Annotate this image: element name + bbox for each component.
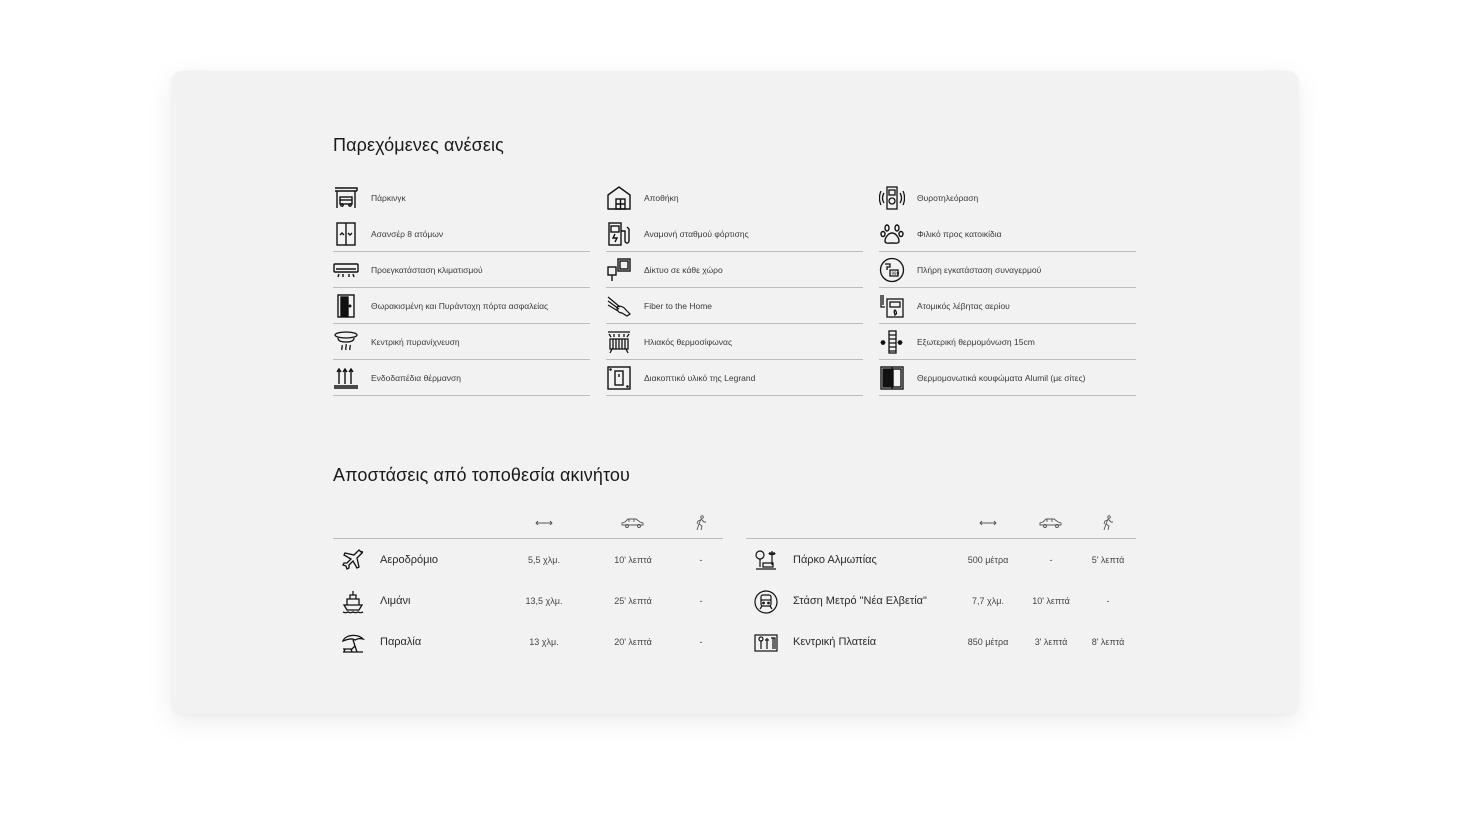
amenity-item bbox=[333, 324, 590, 360]
intercom-icon bbox=[879, 185, 905, 211]
amenity-label: Προεγκατάσταση κλιματισμού bbox=[371, 264, 483, 275]
amenity-label: Ασανσέρ 8 ατόμων bbox=[371, 228, 444, 239]
amenity-item bbox=[879, 360, 1136, 396]
table-header bbox=[333, 507, 723, 539]
distance-value: 13 χλμ. bbox=[529, 637, 559, 647]
place-name: Πάρκο Αλμωπίας bbox=[793, 554, 877, 566]
alarm-icon bbox=[879, 257, 905, 283]
air-conditioner-icon bbox=[333, 257, 359, 283]
airplane-icon bbox=[341, 549, 365, 573]
amenity-label: Δίκτυο σε κάθε χώρο bbox=[644, 264, 723, 275]
walk-time-value: 5' λεπτά bbox=[1091, 555, 1125, 565]
distances-table-left bbox=[333, 507, 723, 662]
ev-charger-icon bbox=[606, 221, 632, 247]
table-row bbox=[746, 580, 1136, 621]
amenity-item bbox=[879, 324, 1136, 360]
walk-time-value: - bbox=[699, 637, 703, 647]
paw-icon bbox=[879, 221, 905, 247]
amenity-item bbox=[333, 216, 590, 252]
amenity-label: Ατομικός λέβητας αερίου bbox=[917, 300, 1010, 311]
distance-value: 7,7 χλμ. bbox=[972, 596, 1004, 606]
table-row bbox=[746, 539, 1136, 580]
amenity-item bbox=[879, 180, 1136, 216]
car-time-value: - bbox=[1049, 555, 1053, 565]
distances-table-right bbox=[746, 507, 1136, 662]
svg-text:999: 999 bbox=[891, 270, 900, 276]
fiber-icon bbox=[606, 293, 632, 319]
walk-time-value: 8' λεπτά bbox=[1091, 637, 1125, 647]
amenity-label: Κεντρική πυρανίχνευση bbox=[371, 336, 460, 347]
metro-icon bbox=[754, 590, 778, 614]
car-icon bbox=[620, 516, 646, 530]
amenity-label: Διακοπτικό υλικό της Legrand bbox=[644, 372, 756, 383]
amenity-label: Θωρακισμένη και Πυράντοχη πόρτα ασφαλείας bbox=[371, 300, 549, 311]
distance-arrow-icon bbox=[975, 516, 1001, 530]
amenity-label: Αναμονή σταθμού φόρτισης bbox=[644, 228, 749, 239]
place-name: Κεντρική Πλατεία bbox=[793, 636, 877, 648]
place-name: Στάση Μετρό "Νέα Ελβετία" bbox=[793, 595, 927, 607]
place-name: Αεροδρόμιο bbox=[380, 554, 439, 566]
car-time-value: 10' λεπτά bbox=[1032, 596, 1070, 606]
amenity-item bbox=[606, 252, 863, 288]
table-header bbox=[746, 507, 1136, 539]
amenity-item bbox=[333, 252, 590, 288]
boiler-icon bbox=[879, 293, 905, 319]
amenity-item bbox=[879, 252, 1136, 288]
amenity-label: Fiber to the Home bbox=[644, 300, 713, 311]
amenity-item bbox=[606, 288, 863, 324]
storage-icon bbox=[606, 185, 632, 211]
network-icon bbox=[606, 257, 632, 283]
distance-value: 850 μέτρα bbox=[967, 637, 1009, 647]
amenities-title: Παρεχόμενες ανέσεις bbox=[333, 135, 504, 155]
car-time-value: 20' λεπτά bbox=[614, 637, 652, 647]
amenity-label: Φιλικό προς κατοικίδια bbox=[917, 228, 1002, 239]
table-row bbox=[333, 539, 723, 580]
solar-heater-icon bbox=[606, 329, 632, 355]
amenity-label: Πάρκινγκ bbox=[371, 193, 406, 203]
amenity-label: Αποθήκη bbox=[644, 193, 679, 203]
garage-icon bbox=[333, 185, 359, 211]
square-icon bbox=[754, 631, 778, 655]
amenities-column-1 bbox=[333, 180, 590, 396]
amenity-item bbox=[606, 324, 863, 360]
amenity-item bbox=[606, 216, 863, 252]
beach-icon bbox=[341, 631, 365, 655]
distance-value: 13,5 χλμ. bbox=[525, 596, 563, 606]
distance-value: 500 μέτρα bbox=[967, 555, 1009, 565]
table-row bbox=[746, 621, 1136, 662]
walk-time-value: - bbox=[699, 555, 703, 565]
place-name: Λιμάνι bbox=[380, 595, 411, 607]
amenity-label: Ενδοδαπέδια θέρμανση bbox=[371, 372, 461, 383]
floor-heating-icon bbox=[333, 365, 359, 391]
insulation-icon bbox=[879, 329, 905, 355]
amenity-label: Πλήρη εγκατάσταση συναγερμού bbox=[917, 264, 1042, 275]
distance-arrow-icon bbox=[531, 516, 557, 530]
place-name: Παραλία bbox=[380, 636, 422, 648]
smoke-detector-icon bbox=[333, 329, 359, 355]
car-time-value: 25' λεπτά bbox=[614, 596, 652, 606]
amenity-item bbox=[606, 180, 863, 216]
amenities-column-3 bbox=[879, 180, 1136, 396]
amenity-item bbox=[333, 180, 590, 216]
amenity-label: Θερμομονωτικά κουφώματα Alumil (με σίτες) bbox=[917, 372, 1086, 383]
car-time-value: 3' λεπτά bbox=[1034, 637, 1068, 647]
park-icon bbox=[754, 549, 778, 573]
amenity-item bbox=[333, 288, 590, 324]
ship-icon bbox=[341, 590, 365, 614]
table-row bbox=[333, 580, 723, 621]
amenity-item bbox=[879, 216, 1136, 252]
amenity-item bbox=[333, 360, 590, 396]
amenity-label: Ηλιακός θερμοσίφωνας bbox=[644, 336, 733, 347]
security-door-icon bbox=[333, 293, 359, 319]
table-row bbox=[333, 621, 723, 662]
walking-icon bbox=[1095, 516, 1121, 530]
elevator-icon bbox=[333, 221, 359, 247]
amenity-label: Θυροτηλεόραση bbox=[917, 193, 979, 203]
walking-icon bbox=[688, 516, 714, 530]
walk-time-value: - bbox=[1106, 596, 1110, 606]
window-icon bbox=[879, 365, 905, 391]
amenity-label: Εξωτερική θερμομόνωση 15cm bbox=[917, 336, 1035, 347]
walk-time-value: - bbox=[699, 596, 703, 606]
amenity-item bbox=[879, 288, 1136, 324]
distances-title: Αποστάσεις από τοποθεσία ακινήτου bbox=[333, 465, 630, 485]
car-time-value: 10' λεπτά bbox=[614, 555, 652, 565]
amenity-item bbox=[606, 360, 863, 396]
distance-value: 5,5 χλμ. bbox=[528, 555, 560, 565]
amenities-column-2 bbox=[606, 180, 863, 396]
car-icon bbox=[1038, 516, 1064, 530]
switch-icon bbox=[606, 365, 632, 391]
